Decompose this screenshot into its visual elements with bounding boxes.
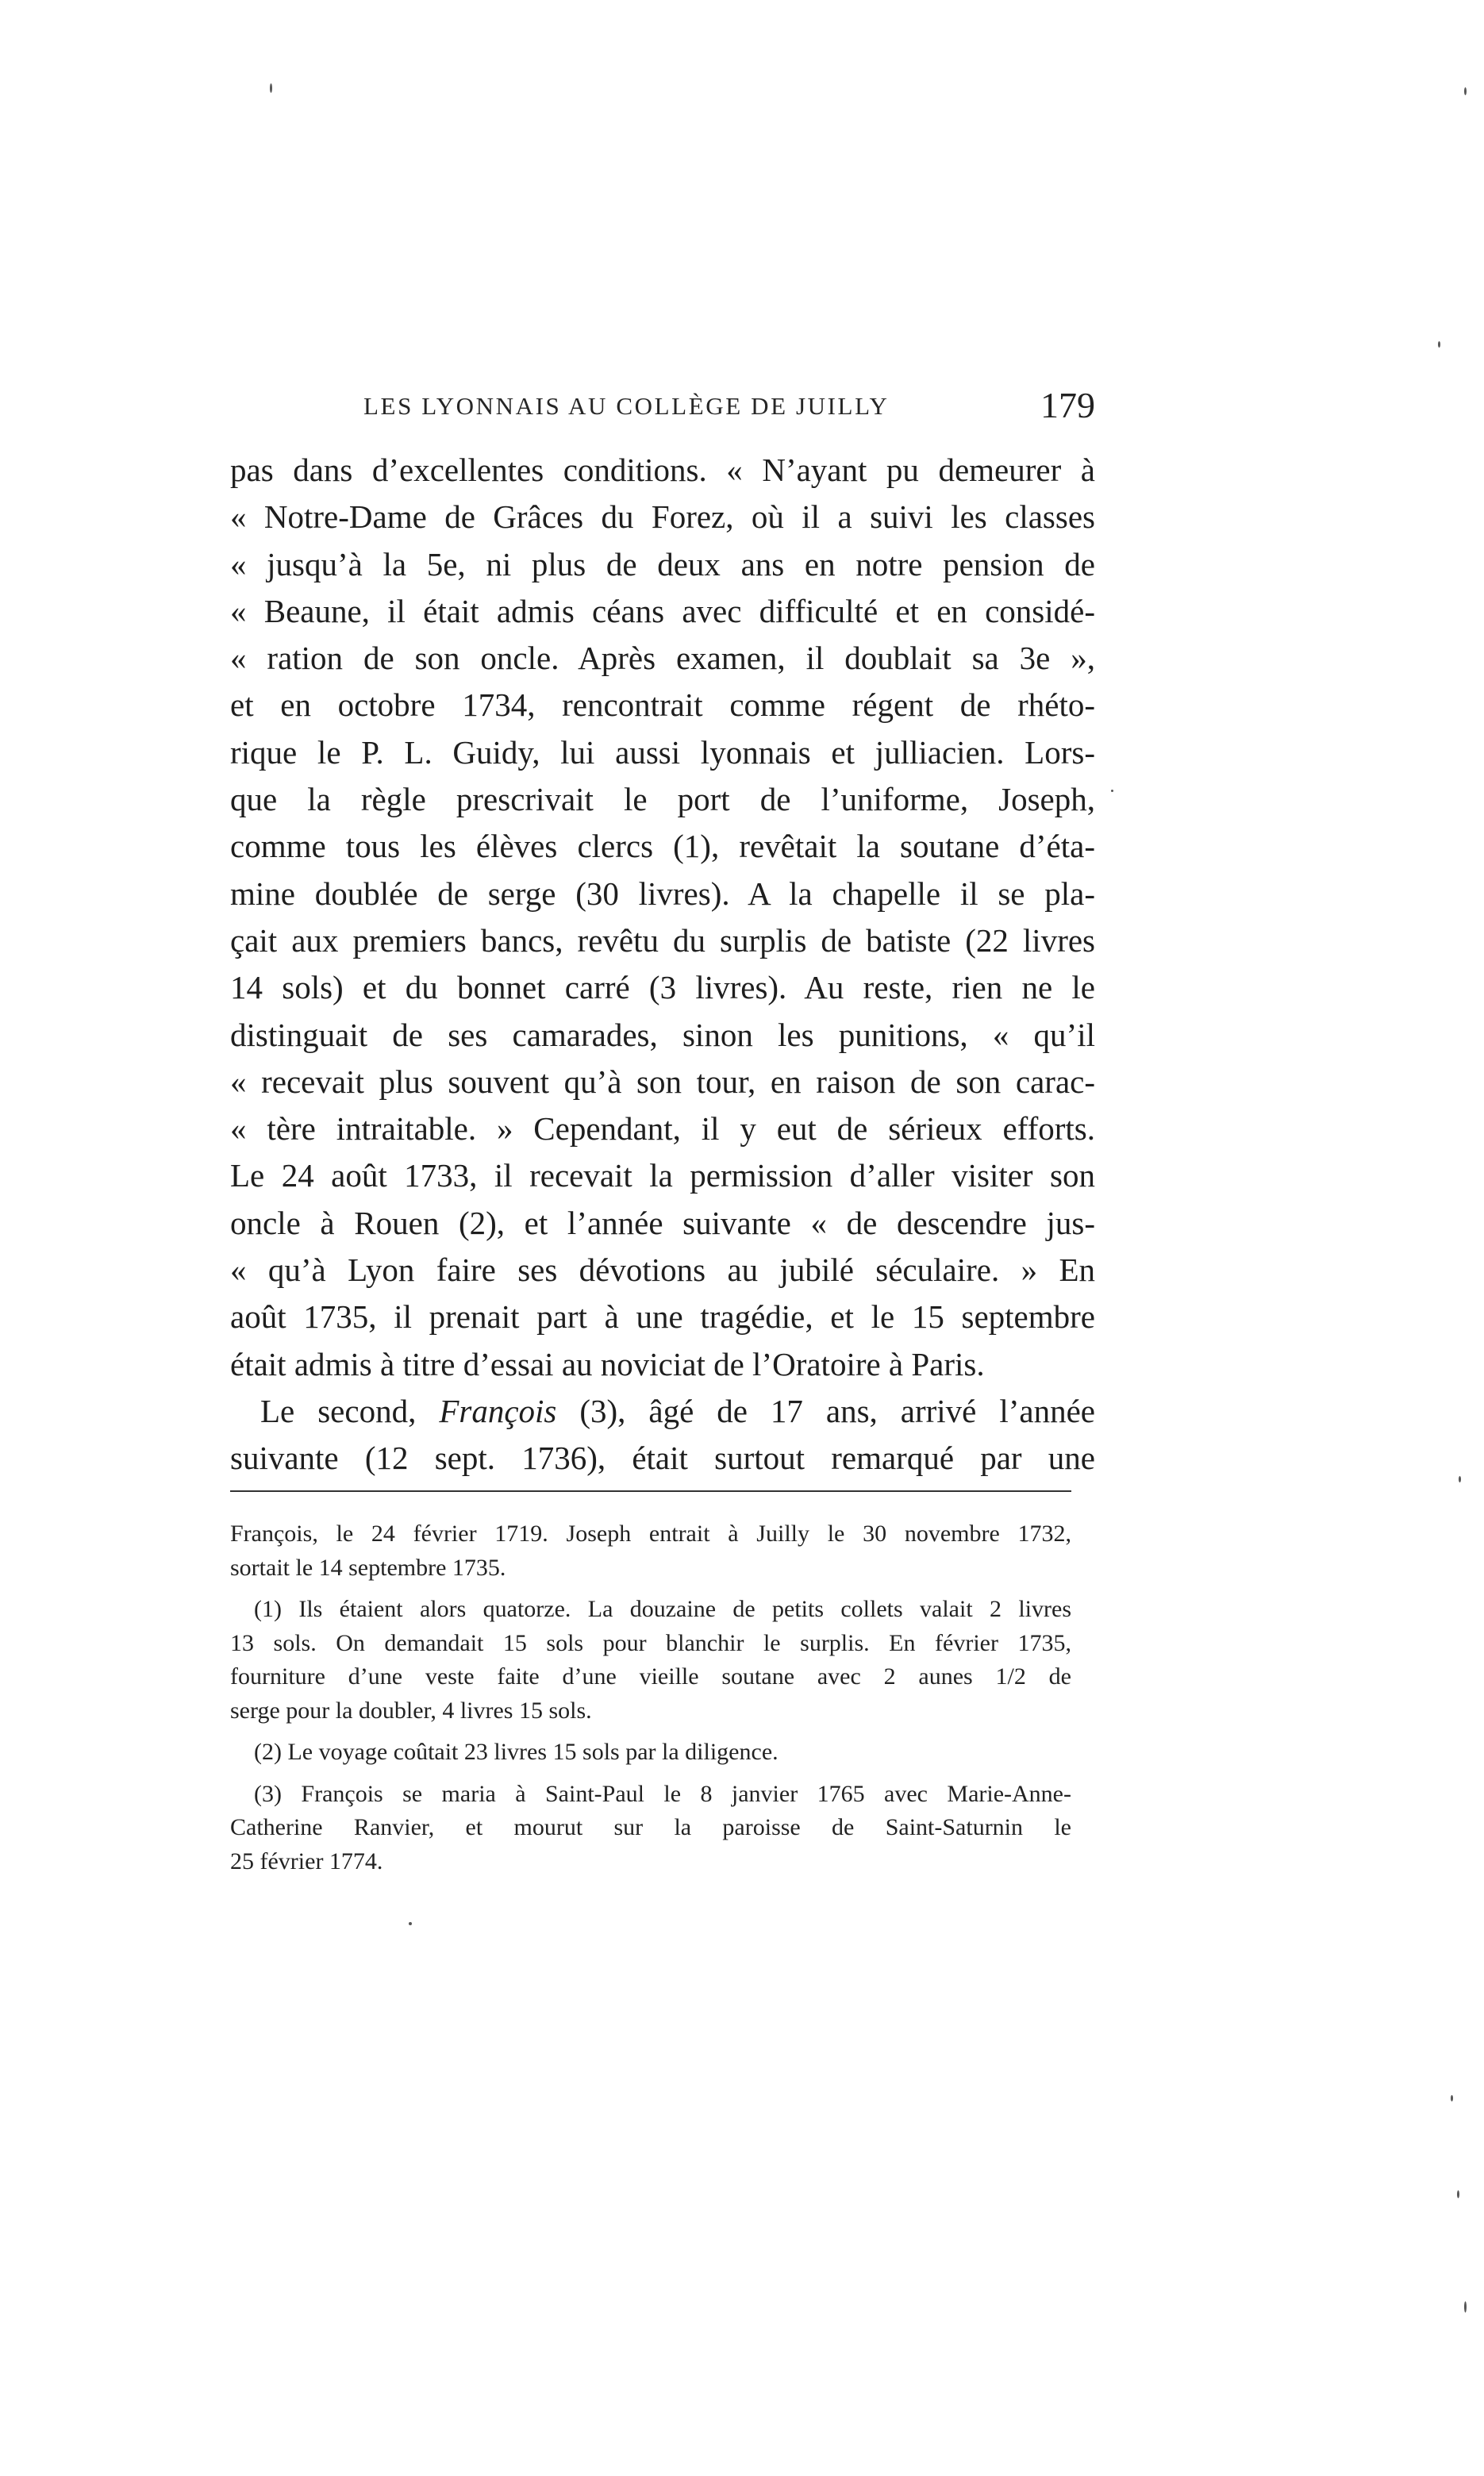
body-line: mine doublée de serge (30 livres). A la chapelle il se pla- xyxy=(230,875,1095,912)
body-line: rique le P. L. Guidy, lui aussi lyonnais et julliacien. Lors- xyxy=(230,733,1095,771)
body-line: « Notre-Dame de Grâces du Forez, où il a suivi les classes xyxy=(230,498,1095,536)
scan-speck xyxy=(1438,341,1440,348)
footnote-3-line: Catherine Ranvier, et mourut sur la paroisse de Saint-Saturnin le xyxy=(230,1814,1071,1840)
scan-speck xyxy=(270,83,272,93)
body-line: « ration de son oncle. Après examen, il doublait sa 3e », xyxy=(230,640,1095,677)
body-line: « qu’à Lyon faire ses dévotions au jubilé séculaire. » En xyxy=(230,1251,1095,1289)
body-line: pas dans d’excellentes conditions. « N’ayant pu demeurer à xyxy=(230,452,1095,488)
scan-speck xyxy=(1464,2301,1467,2313)
footnote-continued-line: François, le 24 février 1719. Joseph entrait à Juilly le 30 novembre 1732, xyxy=(230,1521,1071,1547)
body-line: comme tous les élèves clercs (1), revêtait la soutane d’éta- xyxy=(230,828,1095,865)
footnote-1-line: fourniture d’une veste faite d’une vieille soutane avec 2 aunes 1/2 de xyxy=(230,1663,1071,1690)
scan-speck xyxy=(409,1922,412,1925)
name-francois: François xyxy=(439,1392,557,1429)
body-line: Le 24 août 1733, il recevait la permission d’aller visiter son xyxy=(230,1157,1095,1194)
scan-speck xyxy=(1459,1476,1461,1482)
paragraph-2-rest: (3), âgé de 17 ans, arrivé l’année xyxy=(556,1392,1095,1429)
footnote-1-line: serge pour la doubler, 4 livres 15 sols. xyxy=(230,1697,592,1724)
body-line: « jusqu’à la 5e, ni plus de deux ans en notre pension de xyxy=(230,545,1095,582)
body-line: et en octobre 1734, rencontrait comme régent de rhéto- xyxy=(230,686,1095,724)
footnote-3-line: 25 février 1774. xyxy=(230,1847,383,1874)
footnote-continued-line: sortait le 14 septembre 1735. xyxy=(230,1554,506,1581)
body-line: « Beaune, il était admis céans avec difficulté et en considé- xyxy=(230,592,1095,629)
body-line: août 1735, il prenait part à une tragédie, et le 15 septembre xyxy=(230,1298,1095,1336)
body-line: suivante (12 sept. 1736), était surtout remarqué par une xyxy=(230,1440,1095,1477)
scan-speck xyxy=(1464,87,1467,95)
body-text xyxy=(230,447,1095,1482)
page-number: 179 xyxy=(1040,385,1095,425)
body-line: « recevait plus souvent qu’à son tour, en raison de son carac- xyxy=(230,1063,1095,1100)
body-line: çait aux premiers bancs, revêtu du surplis de batiste (22 livres xyxy=(230,921,1095,959)
footnote-3-line: (3) François se maria à Saint-Paul le 8 janvier 1765 avec Marie-Anne- xyxy=(254,1780,1071,1807)
paragraph-2-first-line xyxy=(230,1388,1095,1435)
body-line: que la règle prescrivait le port de l’uniforme, Joseph, xyxy=(230,781,1095,818)
scan-speck xyxy=(1451,2095,1453,2101)
footnote-1-line: 13 sols. On demandait 15 sols pour blanchir le surplis. En février 1735, xyxy=(230,1629,1071,1656)
body-line: oncle à Rouen (2), et l’année suivante « de descendre jus- xyxy=(230,1204,1095,1241)
body-line: distinguait de ses camarades, sinon les punitions, « qu’il xyxy=(230,1016,1095,1053)
running-head xyxy=(230,387,1095,435)
footnote-2-line: (2) Le voyage coûtait 23 livres 15 sols par la diligence. xyxy=(254,1739,779,1765)
scan-speck xyxy=(1111,790,1113,792)
footnote-1-line: (1) Ils étaient alors quatorze. La douzaine de petits collets valait 2 livres xyxy=(254,1596,1071,1622)
scan-speck xyxy=(1457,2190,1459,2198)
running-title: LES LYONNAIS AU COLLÈGE DE JUILLY xyxy=(363,392,890,420)
footnote-rule xyxy=(230,1490,1071,1492)
body-line: 14 sols) et du bonnet carré (3 livres). Au reste, rien ne le xyxy=(230,969,1095,1006)
footnotes xyxy=(230,1517,1071,1878)
body-line: « tère intraitable. » Cependant, il y eut de sérieux efforts. xyxy=(230,1110,1095,1148)
body-line: était admis à titre d’essai au noviciat de l’Oratoire à Paris. xyxy=(230,1345,985,1382)
paragraph-2-start: Le second, xyxy=(260,1392,440,1429)
